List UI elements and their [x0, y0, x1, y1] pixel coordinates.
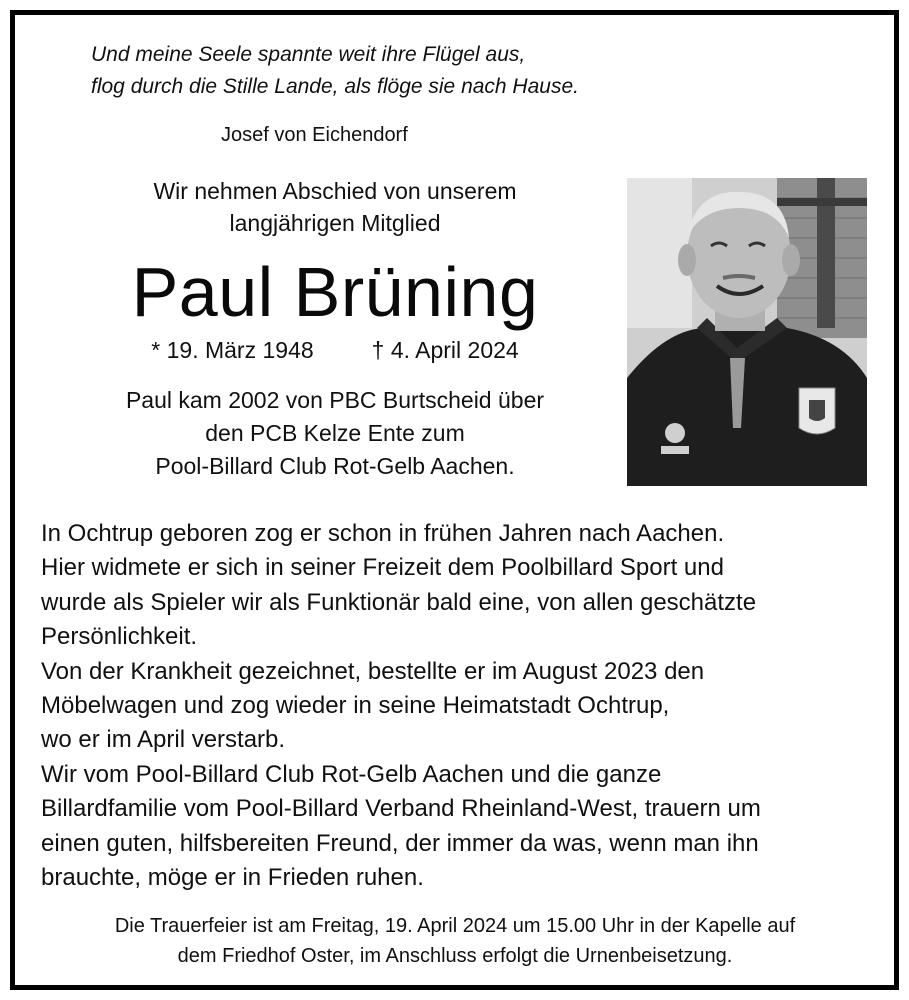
quote-author: Josef von Eichendorf: [221, 124, 408, 146]
club-info-line: den PCB Kelze Ente zum: [205, 420, 465, 446]
biography-line: Billardfamilie vom Pool-Billard Verband Rheinland-West, trauern um: [41, 795, 761, 823]
birth-date: * 19. März 1948: [151, 337, 314, 363]
poem-quote: [91, 39, 579, 103]
quote-line: flog durch die Stille Lande, als flöge sie nach Hause.: [91, 75, 579, 98]
biography-line: Von der Krankheit gezeichnet, bestellte er im August 2023 den: [41, 657, 705, 685]
club-info: [75, 384, 595, 483]
biography-text: [41, 517, 881, 895]
deceased-name: Paul Brüning: [131, 253, 539, 331]
club-info-line: Paul kam 2002 von PBC Burtscheid über: [125, 387, 545, 413]
obituary-notice: [10, 10, 899, 990]
biography-line: Hier widmete er sich in seiner Freizeit dem Poolbillard Sport und: [41, 554, 724, 582]
biography-line: brauchte, möge er in Frieden ruhen.: [41, 864, 424, 892]
header-block: [75, 175, 595, 483]
life-dates: [75, 337, 595, 364]
farewell-intro: [75, 175, 595, 239]
quote-line: Und meine Seele spannte weit ihre Flügel aus,: [91, 43, 526, 66]
portrait-illustration: [627, 178, 867, 486]
service-line: dem Friedhof Oster, im Anschluss erfolgt die Urnenbeisetzung.: [177, 945, 733, 967]
biography-line: wo er im April verstarb.: [41, 726, 286, 754]
intro-line: Wir nehmen Abschied von unserem: [153, 178, 517, 204]
club-info-line: Pool-Billard Club Rot-Gelb Aachen.: [155, 453, 515, 479]
biography-line: wurde als Spieler wir als Funktionär bald eine, von allen geschätzte: [41, 588, 757, 616]
funeral-service-info: [45, 911, 865, 971]
biography-line: einen guten, hilfsbereiten Freund, der immer da was, wenn man ihn: [41, 829, 759, 857]
biography-line: Wir vom Pool-Billard Club Rot-Gelb Aachen und die ganze: [41, 760, 662, 788]
portrait-photo: [627, 178, 867, 486]
intro-line: langjährigen Mitglied: [229, 210, 441, 236]
service-line: Die Trauerfeier ist am Freitag, 19. April 2024 um 15.00 Uhr in der Kapelle auf: [114, 915, 796, 937]
death-date: † 4. April 2024: [371, 337, 519, 363]
biography-line: Persönlichkeit.: [41, 623, 198, 651]
biography-line: Möbelwagen und zog wieder in seine Heimatstadt Ochtrup,: [41, 692, 670, 720]
biography-line: In Ochtrup geboren zog er schon in frühen Jahren nach Aachen.: [41, 520, 725, 547]
